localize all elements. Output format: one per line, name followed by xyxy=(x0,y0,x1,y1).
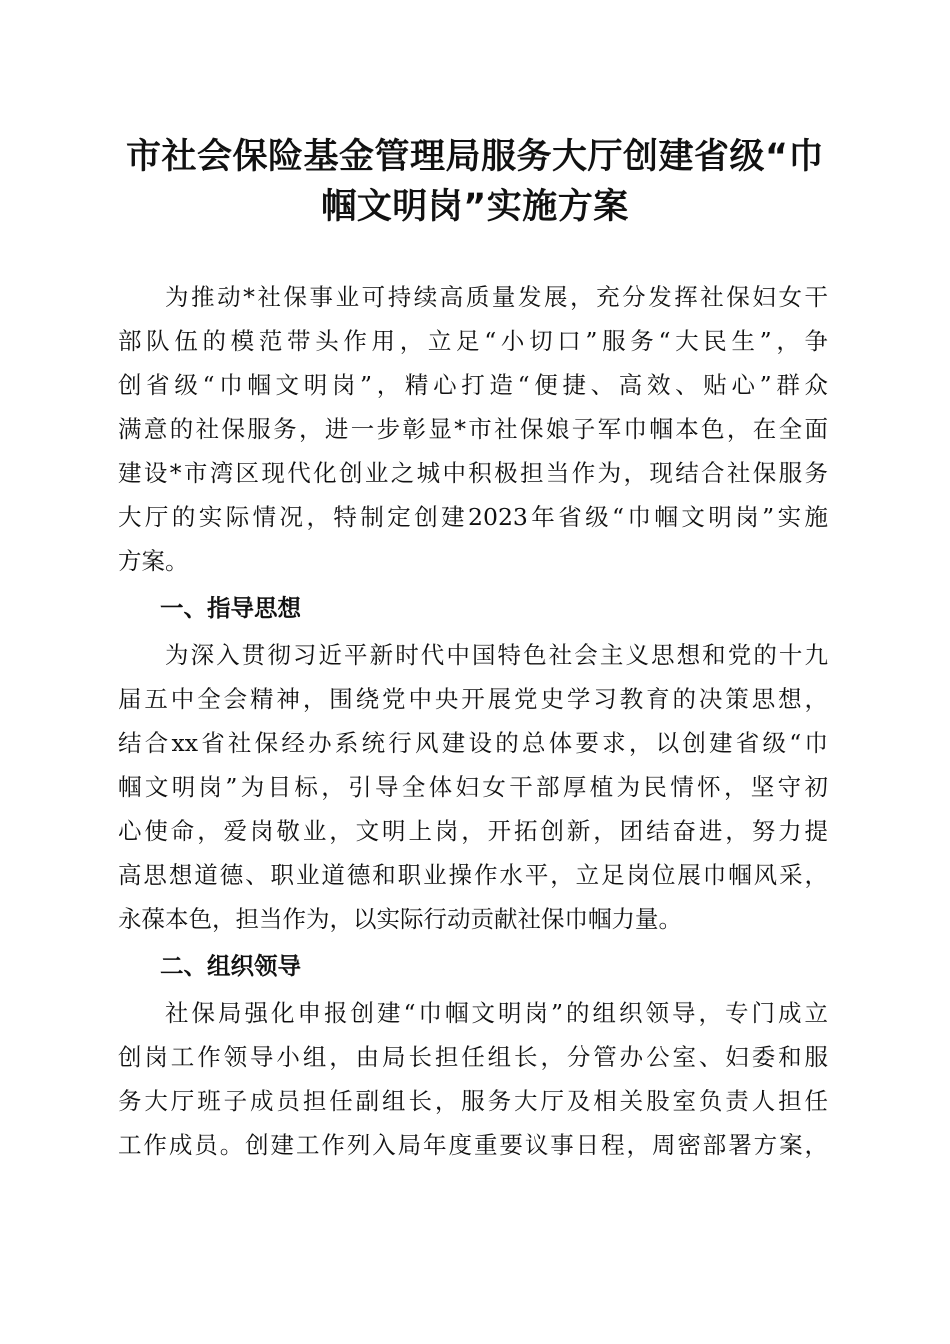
section-1-line: 为深入贯彻习近平新时代中国特色社会主义思想和党的十九 xyxy=(165,641,828,669)
section-2-line: 务大厅班子成员担任副组长，服务大厅及相关股室负责人担任 xyxy=(118,1087,828,1115)
section-1-line: 结合xx省社保经办系统行风建设的总体要求，以创建省级“巾 xyxy=(118,729,828,757)
section-1-line: 届五中全会精神，围绕党中央开展党史学习教育的决策思想， xyxy=(118,685,828,713)
document-title-line-2: 帼文明岗”实施方案 xyxy=(321,187,629,227)
section-1-line: 高思想道德、职业道德和职业操作水平，立足岗位展巾帼风采， xyxy=(118,861,828,889)
section-1-line: 心使命，爱岗敬业，文明上岗，开拓创新，团结奋进，努力提 xyxy=(118,817,828,845)
document-title-line-1: 市社会保险基金管理局服务大厅创建省级“巾 xyxy=(125,137,824,177)
section-2-line: 社保局强化申报创建“巾帼文明岗”的组织领导，专门成立 xyxy=(165,999,828,1027)
intro-line: 部队伍的模范带头作用，立足“小切口”服务“大民生”，争 xyxy=(118,327,828,355)
section-1-line: 帼文明岗”为目标，引导全体妇女干部厚植为民情怀，坚守初 xyxy=(118,773,828,801)
section-2-line: 创岗工作领导小组，由局长担任组长，分管办公室、妇委和服 xyxy=(118,1043,828,1071)
intro-line: 建设*市湾区现代化创业之城中积极担当作为，现结合社保服务 xyxy=(118,459,828,487)
intro-line: 为推动*社保事业可持续高质量发展，充分发挥社保妇女干 xyxy=(165,283,828,311)
section-2-line: 工作成员。创建工作列入局年度重要议事日程，周密部署方案， xyxy=(118,1131,828,1159)
section-1-heading: 一、指导思想 xyxy=(160,594,301,622)
intro-line: 创省级“巾帼文明岗”，精心打造“便捷、高效、贴心”群众 xyxy=(118,371,828,399)
section-2-heading: 二、组织领导 xyxy=(160,952,301,980)
section-1-line: 永葆本色，担当作为，以实际行动贡献社保巾帼力量。 xyxy=(118,905,682,933)
intro-line: 满意的社保服务，进一步彰显*市社保娘子军巾帼本色，在全面 xyxy=(118,415,828,443)
intro-line: 方案。 xyxy=(118,547,189,575)
intro-line: 大厅的实际情况，特制定创建2023年省级“巾帼文明岗”实施 xyxy=(118,503,828,531)
